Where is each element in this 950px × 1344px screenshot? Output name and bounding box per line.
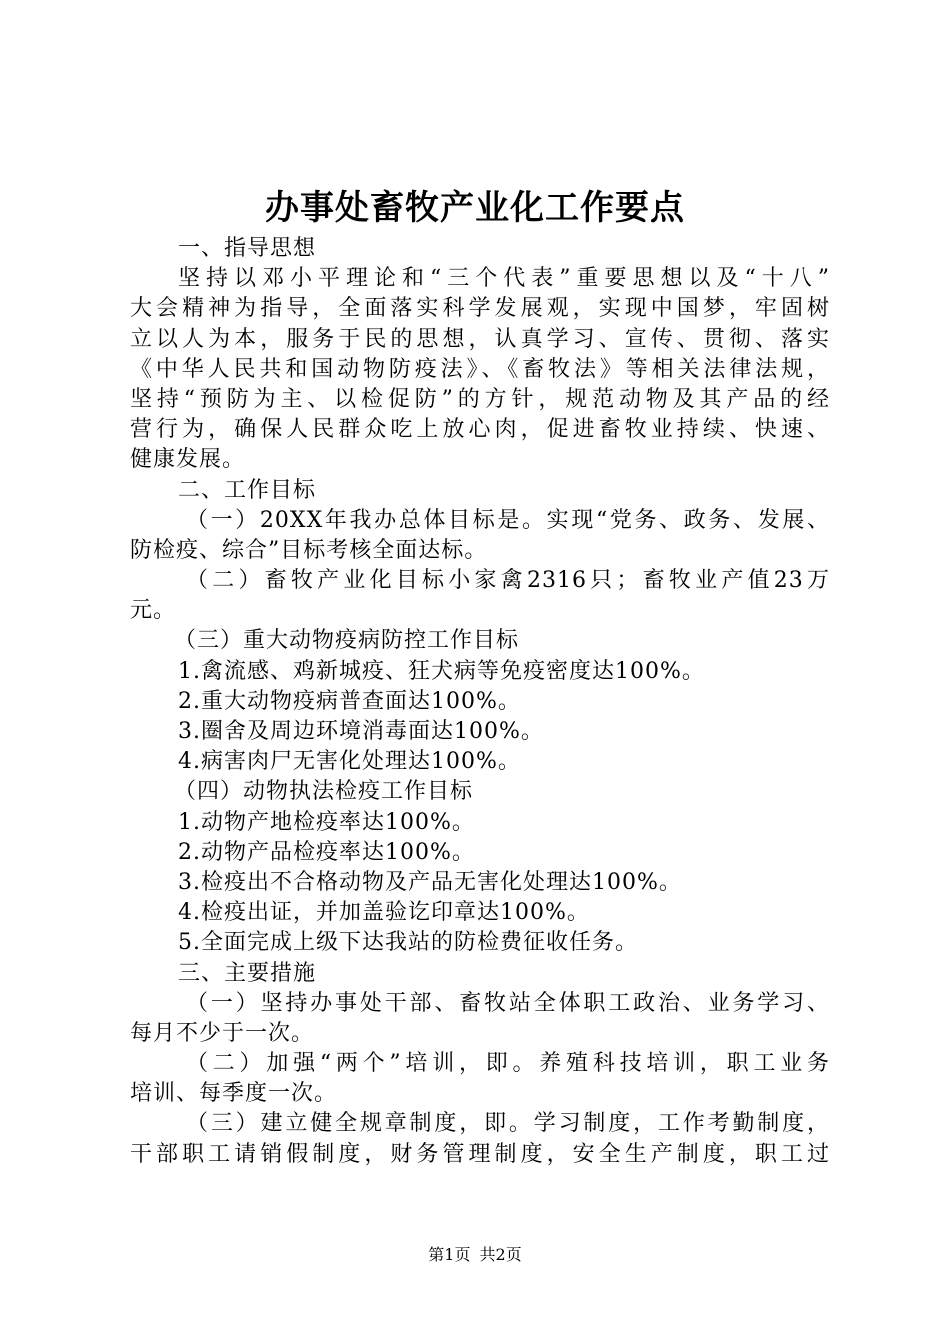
paragraph-line: 干部职工请销假制度，财务管理制度，安全生产制度，职工过 <box>130 1141 830 1167</box>
section-heading: 二、工作目标 <box>178 477 317 503</box>
document-body <box>130 234 830 1170</box>
list-item: 2.动物产品检疫率达100%。 <box>178 839 475 865</box>
subsection-heading: （三）重大动物疫病防控工作目标 <box>174 628 520 654</box>
paragraph-line: 培训、每季度一次。 <box>130 1081 338 1107</box>
page-number: 第1页 <box>428 1245 471 1264</box>
paragraph-line: 坚持“预防为主、以检促防”的方针，规范动物及其产品的经 <box>130 386 830 412</box>
paragraph-line: 防检疫、综合”目标考核全面达标。 <box>130 537 488 563</box>
paragraph-line: 营行为，确保人民群众吃上放心肉，促进畜牧业持续、快速、 <box>130 417 830 443</box>
paragraph-line: 元。 <box>130 598 177 624</box>
paragraph-line: （二）加强“两个”培训，即。养殖科技培训，职工业务 <box>186 1051 830 1077</box>
paragraph-line: （二）畜牧产业化目标小家禽2316只；畜牧业产值23万 <box>186 568 830 594</box>
list-item: 4.检疫出证，并加盖验讫印章达100%。 <box>178 900 590 926</box>
paragraph-line: （三）建立健全规章制度，即。学习制度，工作考勤制度， <box>186 1111 830 1137</box>
section-heading: 三、主要措施 <box>178 960 317 986</box>
document-title: 办事处畜牧产业化工作要点 <box>265 188 685 228</box>
list-item: 1.禽流感、鸡新城疫、狂犬病等免疫密度达100%。 <box>178 658 705 684</box>
list-item: 4.病害肉尸无害化处理达100%。 <box>178 749 521 775</box>
subsection-heading: （四）动物执法检疫工作目标 <box>174 779 474 805</box>
page-footer <box>0 1244 950 1266</box>
list-item: 1.动物产地检疫率达100%。 <box>178 809 475 835</box>
page-total: 共2页 <box>479 1245 522 1264</box>
list-item: 3.检疫出不合格动物及产品无害化处理达100%。 <box>178 869 682 895</box>
paragraph-line: 立以人为本，服务于民的思想，认真学习、宣传、贯彻、落实 <box>130 326 830 352</box>
paragraph-line: 《中华人民共和国动物防疫法》、《畜牧法》等相关法律法规， <box>130 356 830 382</box>
list-item: 3.圈舍及周边环境消毒面达100%。 <box>178 719 544 744</box>
list-item: 5.全面完成上级下达我站的防检费征收任务。 <box>178 930 638 956</box>
paragraph-line: 每月不少于一次。 <box>130 1020 315 1046</box>
paragraph-line: （一）坚持办事处干部、畜牧站全体职工政治、业务学习、 <box>186 990 830 1016</box>
paragraph-line: 大会精神为指导，全面落实科学发展观，实现中国梦，牢固树 <box>130 296 830 322</box>
paragraph-line: （一）20XX年我办总体目标是。实现“党务、政务、发展、 <box>186 507 830 533</box>
paragraph-line: 坚持以邓小平理论和“三个代表”重要思想以及“十八” <box>178 266 830 292</box>
section-heading: 一、指导思想 <box>178 236 317 261</box>
list-item: 2.重大动物疫病普查面达100%。 <box>178 688 521 714</box>
paragraph-line: 健康发展。 <box>130 447 246 473</box>
